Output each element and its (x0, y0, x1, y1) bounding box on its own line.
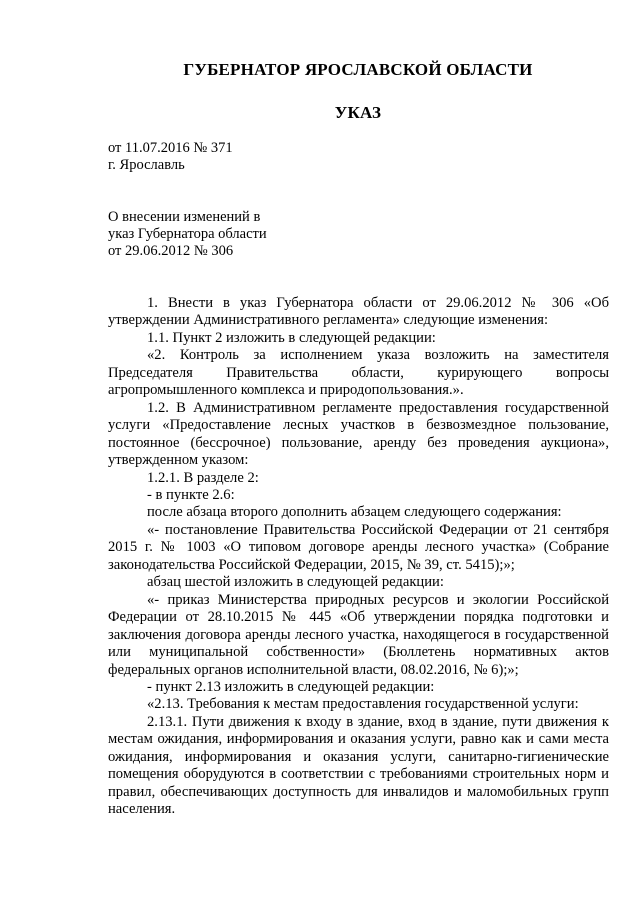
body-paragraph: 1.2.1. В разделе 2: (147, 469, 259, 486)
body-paragraph: 1.2. В Административном регламенте предоставления государственной услуги «Предоставление лесных участков в безвозмездное пользование, постоянное (бессрочное) пользование, аренду без проведения аукциона», утвержденном указом: (108, 399, 609, 469)
subject-line: О внесении изменений в (108, 209, 261, 225)
body-paragraph: 1. Внести в указ Губернатора области от 29.06.2012 № 306 «Об утверждении Административного регламента» следующие изменения: (108, 295, 609, 329)
body-paragraph: 1.1. Пункт 2 изложить в следующей редакции: (147, 329, 436, 346)
decree-body (108, 295, 609, 819)
body-paragraph: - в пункте 2.6: (147, 486, 235, 503)
body-paragraph: абзац шестой изложить в следующей редакции: (147, 574, 444, 591)
doc-type-heading: УКАЗ (334, 103, 382, 122)
decree-city: г. Ярославль (108, 157, 185, 173)
body-paragraph: 2.13.1. Пути движения к входу в здание, вход в здание, пути движения к местам ожидания, информирования и оказания услуги, равно как и сами места ожидания, информирования и оказания услуги, санитарно-гигиенические помещения оборудуются в соответствии с требованиями строительных норм и правил, обеспечивающих доступность для инвалидов и маломобильных групп населения. (108, 713, 609, 818)
decree-subject (108, 209, 358, 260)
body-paragraph: после абзаца второго дополнить абзацем следующего содержания: (147, 504, 562, 521)
body-paragraph: «- постановление Правительства Российской Федерации от 21 сентября 2015 г. № 1003 «О типовом договоре аренды лесного участка» (Собрание законодательства Российской Федерации, 2015, № 39, ст. 5415);»; (108, 521, 609, 573)
body-paragraph: «2. Контроль за исполнением указа возложить на заместителя Председателя Правительства области, курирующего вопросы агропромышленного комплекса и природопользования.». (108, 347, 609, 399)
body-paragraph: «2.13. Требования к местам предоставления государственной услуги: (147, 696, 579, 713)
decree-date-number: от 11.07.2016 № 371 (108, 140, 233, 156)
subject-line: указ Губернатора области (108, 226, 267, 242)
governor-heading: ГУБЕРНАТОР ЯРОСЛАВСКОЙ ОБЛАСТИ (183, 60, 533, 79)
body-paragraph: «- приказ Министерства природных ресурсов и экологии Российской Федерации от 28.10.2015 № 445 «Об утверждении порядка подготовки и заключения договора аренды лесного участка, находящегося в государственной или муниципальной собственности» (Бюллетень нормативных актов федеральных органов исполнительной власти, 08.02.2016, № 6);»; (108, 591, 609, 678)
body-paragraph: - пункт 2.13 изложить в следующей редакции: (147, 678, 435, 695)
subject-line: от 29.06.2012 № 306 (108, 243, 234, 259)
